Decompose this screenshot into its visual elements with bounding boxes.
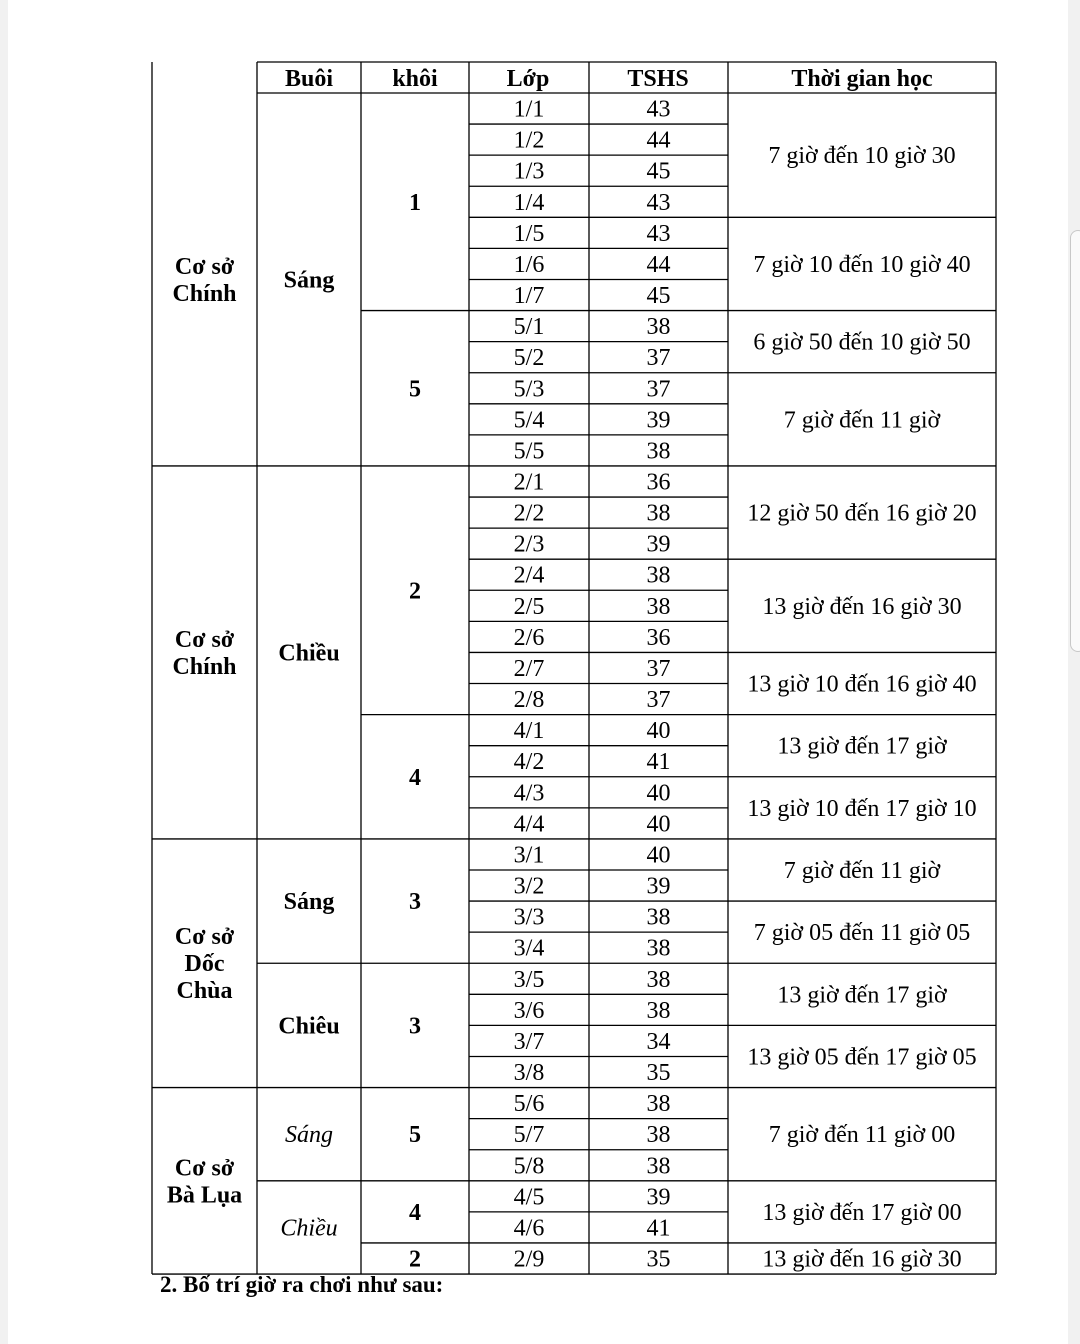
tshs-cell: 39 [646, 531, 671, 558]
khoi-label: 4 [409, 764, 421, 791]
co-so-label: Chùa [176, 978, 233, 1005]
lop-cell: 2/3 [513, 531, 545, 558]
thoi-gian-cell: 7 giờ đến 11 giờ 00 [768, 1122, 956, 1149]
co-so-label: Dốc [184, 951, 225, 978]
tshs-cell: 40 [646, 718, 671, 745]
lop-cell: 1/2 [513, 127, 545, 154]
buoi-label: Sáng [283, 889, 335, 916]
tshs-cell: 43 [646, 96, 671, 123]
khoi-label: 5 [409, 1122, 421, 1149]
tshs-cell: 38 [646, 500, 671, 527]
lop-cell: 5/6 [513, 1091, 545, 1118]
tshs-cell: 43 [646, 220, 671, 247]
khoi-label: 2 [409, 1246, 421, 1273]
buoi-label: Chiêu [278, 1013, 340, 1040]
lop-cell: 2/2 [513, 500, 545, 527]
co-so-label: Cơ sở [174, 253, 235, 280]
lop-cell: 3/2 [513, 873, 545, 900]
tshs-cell: 38 [646, 904, 671, 931]
lop-cell: 3/3 [513, 904, 545, 931]
tshs-cell: 35 [646, 1246, 671, 1273]
tshs-cell: 45 [646, 158, 671, 185]
header-thoi-gian: Thời gian học [791, 66, 933, 92]
tshs-cell: 40 [646, 842, 671, 869]
tshs-cell: 38 [646, 997, 671, 1024]
thoi-gian-cell: 13 giờ đến 16 giờ 30 [762, 1246, 962, 1273]
co-so-label: Chính [172, 280, 237, 307]
lop-cell: 5/5 [513, 438, 545, 465]
header-tshs: TSHS [627, 66, 689, 92]
table-cells [167, 97, 977, 1273]
tshs-cell: 38 [646, 438, 671, 465]
lop-cell: 5/2 [513, 345, 545, 372]
lop-cell: 1/7 [513, 283, 545, 310]
tshs-cell: 39 [646, 407, 671, 434]
co-so-label: Bà Lụa [166, 1182, 243, 1209]
tshs-cell: 40 [646, 780, 671, 807]
tshs-cell: 38 [646, 593, 671, 620]
tshs-cell: 41 [646, 1215, 671, 1242]
lop-cell: 4/2 [513, 749, 545, 776]
lop-cell: 5/8 [513, 1153, 545, 1180]
tshs-cell: 37 [646, 376, 671, 403]
tshs-cell: 38 [646, 314, 671, 341]
lop-cell: 1/4 [513, 189, 545, 216]
header-lop: Lớp [506, 66, 550, 92]
tshs-cell: 40 [646, 811, 671, 838]
thoi-gian-cell: 12 giờ 50 đến 16 giờ 20 [747, 500, 977, 527]
tshs-cell: 35 [646, 1060, 671, 1087]
thoi-gian-cell: 7 giờ đến 11 giờ [783, 407, 941, 434]
table-grid [152, 62, 996, 1274]
lop-cell: 3/5 [513, 966, 545, 993]
header-khoi: khôi [392, 66, 438, 92]
khoi-label: 5 [409, 376, 421, 403]
khoi-label: 2 [409, 578, 421, 605]
tshs-cell: 38 [646, 1153, 671, 1180]
lop-cell: 3/1 [513, 842, 545, 869]
tshs-cell: 38 [646, 935, 671, 962]
khoi-label: 4 [409, 1199, 421, 1226]
thoi-gian-cell: 13 giờ đến 17 giờ [777, 733, 947, 760]
lop-cell: 3/4 [513, 935, 545, 962]
lop-cell: 2/5 [513, 593, 545, 620]
tshs-cell: 36 [646, 624, 671, 651]
buoi-label: Chiều [278, 640, 340, 667]
tshs-cell: 43 [646, 189, 671, 216]
thoi-gian-cell: 6 giờ 50 đến 10 giờ 50 [753, 329, 971, 356]
lop-cell: 5/7 [513, 1122, 545, 1149]
lop-cell: 4/6 [513, 1215, 545, 1242]
lop-cell: 5/4 [513, 407, 545, 434]
co-so-label: Cơ sở [174, 1155, 235, 1182]
lop-cell: 2/1 [513, 469, 545, 496]
tshs-cell: 41 [646, 749, 671, 776]
thoi-gian-cell: 7 giờ đến 11 giờ [783, 858, 941, 884]
tshs-cell: 39 [646, 1184, 671, 1211]
khoi-label: 1 [409, 189, 421, 216]
thoi-gian-cell: 13 giờ 05 đến 17 giờ 05 [747, 1044, 977, 1071]
lop-cell: 3/6 [513, 997, 545, 1024]
thoi-gian-cell: 7 giờ 05 đến 11 giờ 05 [753, 920, 971, 947]
lop-cell: 2/6 [513, 624, 545, 651]
lop-cell: 1/5 [513, 220, 545, 247]
co-so-label: Chính [172, 653, 237, 680]
lop-cell: 5/1 [513, 314, 545, 341]
buoi-label: Chiều [280, 1215, 338, 1242]
lop-cell: 3/7 [513, 1028, 545, 1055]
tshs-cell: 44 [646, 251, 671, 278]
lop-cell: 4/1 [513, 718, 545, 745]
thoi-gian-cell: 13 giờ đến 16 giờ 30 [762, 593, 962, 620]
section-heading: 2. Bố trí giờ ra chơi như sau: [160, 1272, 444, 1297]
co-so-label: Cơ sở [174, 924, 235, 951]
thoi-gian-cell: 13 giờ đến 17 giờ [777, 982, 947, 1009]
lop-cell: 2/9 [513, 1246, 545, 1273]
tshs-cell: 37 [646, 655, 671, 682]
tshs-cell: 38 [646, 1122, 671, 1149]
tshs-cell: 45 [646, 283, 671, 310]
khoi-label: 3 [409, 889, 421, 916]
co-so-label: Cơ sở [174, 626, 235, 653]
lop-cell: 3/8 [513, 1060, 545, 1087]
tshs-cell: 38 [646, 966, 671, 993]
buoi-label: Sáng [285, 1122, 333, 1149]
lop-cell: 5/3 [513, 376, 545, 403]
header-buoi: Buôi [284, 66, 334, 92]
buoi-label: Sáng [283, 267, 335, 294]
tshs-cell: 36 [646, 469, 671, 496]
tshs-cell: 38 [646, 562, 671, 589]
lop-cell: 4/5 [513, 1184, 545, 1211]
tshs-cell: 34 [646, 1028, 671, 1055]
khoi-label: 3 [409, 1013, 421, 1040]
lop-cell: 1/3 [513, 158, 545, 185]
tshs-cell: 39 [646, 873, 671, 900]
thoi-gian-cell: 13 giờ đến 17 giờ 00 [762, 1199, 962, 1226]
tshs-cell: 44 [646, 127, 671, 154]
thoi-gian-cell: 13 giờ 10 đến 16 giờ 40 [747, 671, 977, 698]
tshs-cell: 38 [646, 1091, 671, 1118]
lop-cell: 2/8 [513, 687, 545, 714]
thoi-gian-cell: 13 giờ 10 đến 17 giờ 10 [747, 795, 977, 822]
lop-cell: 4/3 [513, 780, 545, 807]
lop-cell: 1/6 [513, 251, 545, 278]
lop-cell: 4/4 [513, 811, 545, 838]
tshs-cell: 37 [646, 345, 671, 372]
thoi-gian-cell: 7 giờ 10 đến 10 giờ 40 [753, 251, 971, 278]
tshs-cell: 37 [646, 687, 671, 714]
lop-cell: 1/1 [513, 96, 545, 123]
thoi-gian-cell: 7 giờ đến 10 giờ 30 [768, 143, 956, 170]
lop-cell: 2/7 [513, 655, 545, 682]
lop-cell: 2/4 [513, 562, 545, 589]
